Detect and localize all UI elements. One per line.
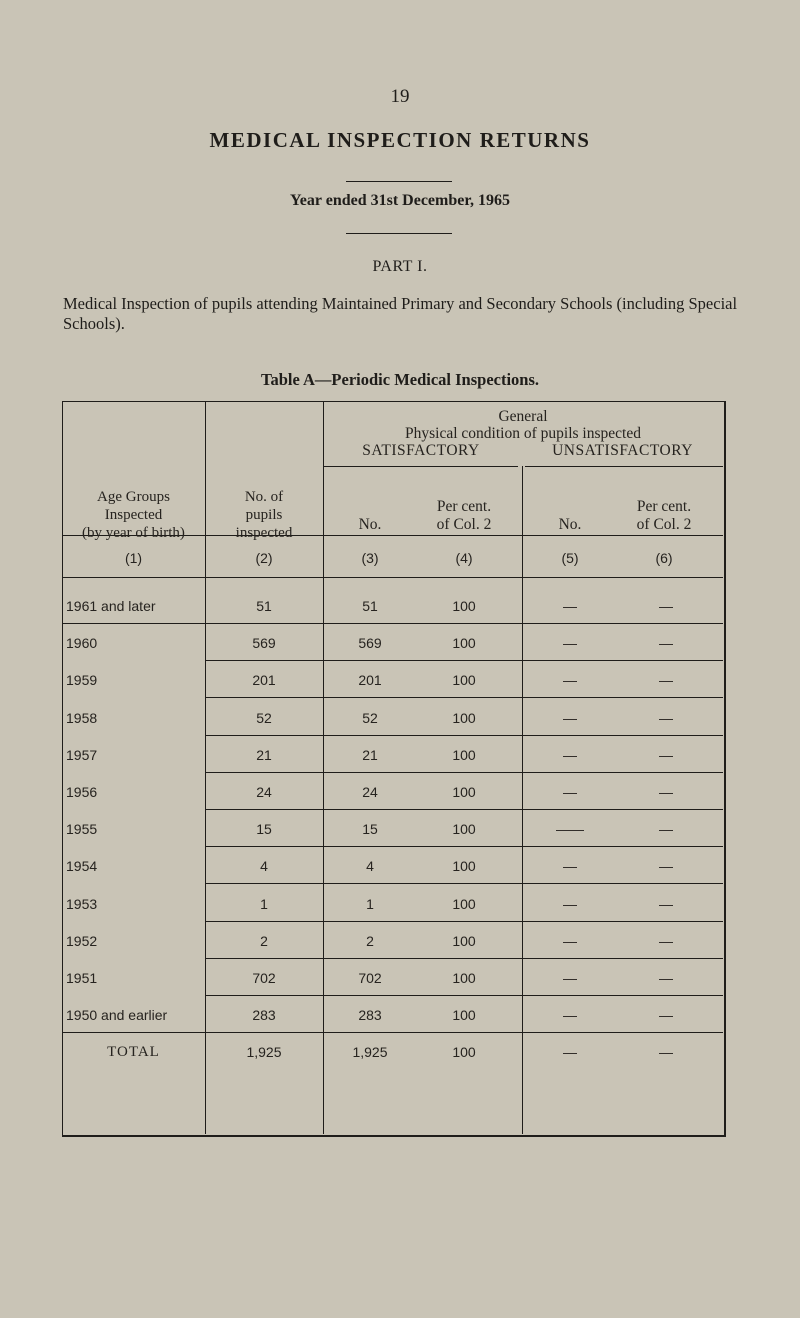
cell-pupils: 4 xyxy=(260,858,268,875)
satisfactory-header: SATISFACTORY xyxy=(362,442,480,459)
cell-sat-pct: 100 xyxy=(452,895,476,912)
cell-unsat-pct: — xyxy=(659,709,673,726)
cell-sat-pct: 100 xyxy=(452,709,476,726)
row-rule xyxy=(323,697,522,698)
cell-unsat-pct: — xyxy=(659,672,673,689)
row-rule xyxy=(523,735,723,736)
row-rule xyxy=(523,772,723,773)
title-divider xyxy=(346,181,452,182)
cell-sat-no: 283 xyxy=(358,1007,382,1024)
cell-unsat-no: — xyxy=(563,709,577,726)
row-rule xyxy=(323,846,522,847)
cell-sat-pct: 100 xyxy=(452,932,476,949)
row-rule xyxy=(205,958,323,959)
cell-sat-no: 702 xyxy=(358,970,382,986)
cell-sat-no: 1,925 xyxy=(352,1044,388,1061)
col-divider xyxy=(522,466,523,1134)
cell-sat-no: 2 xyxy=(366,932,374,949)
row-rule xyxy=(205,846,323,847)
row-rule xyxy=(205,772,323,773)
row-rule xyxy=(523,995,723,996)
cell-age: 1952 xyxy=(66,932,98,949)
row-rule xyxy=(523,958,723,959)
cell-age: 1958 xyxy=(66,709,98,726)
row-rule xyxy=(205,660,323,661)
row-rule xyxy=(205,697,323,698)
cell-unsat-pct: — xyxy=(659,746,673,763)
cell-sat-pct: 100 xyxy=(452,1044,476,1061)
row-rule xyxy=(323,809,522,810)
row-rule xyxy=(323,660,522,661)
cell-unsat-pct: — xyxy=(659,821,673,838)
cell-unsat-pct: — xyxy=(659,858,673,875)
cell-sat-no: 51 xyxy=(362,598,378,614)
cell-unsat-pct: — xyxy=(659,598,673,614)
cell-unsat-no: — xyxy=(563,598,577,614)
row-rule xyxy=(323,1032,522,1033)
unsatisfactory-header: UNSATISFACTORY xyxy=(552,442,693,459)
table-caption: Table A—Periodic Medical Inspections. xyxy=(260,370,540,389)
col-number: (3) xyxy=(361,550,379,566)
row-rule xyxy=(523,697,723,698)
cell-age: 1959 xyxy=(66,672,98,689)
col1-header-line: Age Groups xyxy=(97,489,170,505)
subtitle: Year ended 31st December, 1965 xyxy=(290,192,510,209)
cell-unsat-no: — xyxy=(563,970,577,986)
cell-age: 1960 xyxy=(66,635,98,652)
col2-header-line: pupils xyxy=(245,507,283,523)
cell-sat-pct: 100 xyxy=(452,1007,476,1024)
cell-age: 1961 and later xyxy=(66,598,156,614)
row-rule xyxy=(205,883,323,884)
cell-age: 1954 xyxy=(66,858,98,875)
intro-paragraph: Medical Inspection of pupils attending Maintained Primary and Secondary Schools (including Special Schools). xyxy=(63,294,738,333)
cell-pupils: 52 xyxy=(256,709,272,726)
row-rule xyxy=(205,809,323,810)
cell-pupils: 1,925 xyxy=(246,1044,282,1061)
cell-sat-pct: 100 xyxy=(452,970,476,986)
row-rule xyxy=(205,735,323,736)
unsat-pct-header-line: of Col. 2 xyxy=(636,516,692,533)
cell-unsat-no: — xyxy=(563,1007,577,1024)
cell-unsat-pct: — xyxy=(659,1044,673,1061)
row-rule xyxy=(523,809,723,810)
col2-header-line: No. of xyxy=(244,489,284,505)
cell-sat-pct: 100 xyxy=(452,858,476,875)
cell-sat-pct: 100 xyxy=(452,746,476,763)
row-rule xyxy=(523,1032,723,1033)
cell-pupils: 201 xyxy=(252,672,276,689)
row-rule xyxy=(323,958,522,959)
row-rule xyxy=(205,995,323,996)
cell-sat-no: 15 xyxy=(362,821,378,838)
col-number: (2) xyxy=(255,550,273,566)
col-number: (4) xyxy=(455,550,473,566)
cell-unsat-no: — xyxy=(563,672,577,689)
cell-pupils: 702 xyxy=(252,970,276,986)
cell-sat-no: 569 xyxy=(358,635,382,652)
col1-header-line: (by year of birth) xyxy=(82,525,185,541)
cell-sat-no: 21 xyxy=(362,746,378,763)
cell-sat-pct: 100 xyxy=(452,598,476,614)
cell-unsat-pct: — xyxy=(659,932,673,949)
cell-pupils: 1 xyxy=(260,895,268,912)
row-rule xyxy=(323,883,522,884)
row-rule xyxy=(205,921,323,922)
subtitle-divider xyxy=(346,233,452,234)
cell-unsat-no: —— xyxy=(556,821,584,838)
cell-unsat-pct: — xyxy=(659,970,673,986)
cell-pupils: 2 xyxy=(260,932,268,949)
cell-pupils: 283 xyxy=(252,1007,276,1024)
cell-unsat-no: — xyxy=(563,746,577,763)
cell-unsat-no: — xyxy=(563,858,577,875)
cell-pupils: 15 xyxy=(256,821,272,838)
sat-pct-header-line: Per cent. xyxy=(436,498,492,515)
cell-sat-pct: 100 xyxy=(452,784,476,800)
cell-sat-no: 4 xyxy=(366,858,374,875)
row-rule xyxy=(523,846,723,847)
cell-unsat-no: — xyxy=(563,932,577,949)
cell-sat-pct: 100 xyxy=(452,635,476,652)
cell-unsat-pct: — xyxy=(659,784,673,800)
header-rule xyxy=(525,466,723,467)
cell-sat-no: 24 xyxy=(362,784,378,800)
cell-unsat-pct: — xyxy=(659,895,673,912)
col-divider xyxy=(323,401,324,1134)
cell-age: 1950 and earlier xyxy=(66,1007,168,1024)
cell-unsat-no: — xyxy=(563,1044,577,1061)
sat-no-header: No. xyxy=(358,516,382,533)
cell-age: 1951 xyxy=(66,970,98,986)
cell-sat-no: 52 xyxy=(362,709,378,726)
sat-pct-header-line: of Col. 2 xyxy=(436,516,492,533)
row-rule xyxy=(523,660,723,661)
row-rule xyxy=(323,995,522,996)
cell-pupils: 51 xyxy=(256,598,272,614)
cell-pupils: 21 xyxy=(256,746,272,763)
header-rule xyxy=(62,577,723,578)
row-rule xyxy=(523,921,723,922)
unsat-pct-header-line: Per cent. xyxy=(636,498,692,515)
page-number: 19 xyxy=(390,86,410,107)
cell-sat-no: 201 xyxy=(358,672,382,689)
cell-age: 1956 xyxy=(66,784,98,800)
row-rule xyxy=(323,772,522,773)
col-number: (1) xyxy=(124,550,143,566)
cell-sat-no: 1 xyxy=(366,895,374,912)
row-rule xyxy=(323,735,522,736)
cell-age: TOTAL xyxy=(107,1044,160,1061)
physical-condition-header: Physical condition of pupils inspected xyxy=(405,425,641,442)
cell-age: 1957 xyxy=(66,746,98,763)
row-rule xyxy=(523,883,723,884)
row-rule xyxy=(323,921,522,922)
row-rule xyxy=(62,1032,205,1033)
cell-unsat-no: — xyxy=(563,784,577,800)
cell-age: 1953 xyxy=(66,895,98,912)
col1-header-line: Inspected xyxy=(104,507,163,523)
cell-pupils: 24 xyxy=(256,784,272,800)
unsat-no-header: No. xyxy=(558,516,582,533)
row-rule xyxy=(205,623,323,624)
row-rule xyxy=(523,623,723,624)
cell-unsat-pct: — xyxy=(659,635,673,652)
col-number: (6) xyxy=(655,550,673,566)
general-header: General xyxy=(498,408,548,425)
cell-unsat-no: — xyxy=(563,635,577,652)
cell-age: 1955 xyxy=(66,821,98,838)
cell-pupils: 569 xyxy=(252,635,276,652)
row-rule xyxy=(62,623,205,624)
cell-unsat-pct: — xyxy=(659,1007,673,1024)
cell-sat-pct: 100 xyxy=(452,821,476,838)
page-title: MEDICAL INSPECTION RETURNS xyxy=(209,128,591,152)
cell-unsat-no: — xyxy=(563,895,577,912)
part-heading: PART I. xyxy=(372,258,428,275)
cell-sat-pct: 100 xyxy=(452,672,476,689)
header-rule xyxy=(324,466,518,467)
row-rule xyxy=(323,623,522,624)
col2-header-line: inspected xyxy=(235,525,293,541)
col-number: (5) xyxy=(561,550,579,566)
row-rule xyxy=(205,1032,323,1033)
